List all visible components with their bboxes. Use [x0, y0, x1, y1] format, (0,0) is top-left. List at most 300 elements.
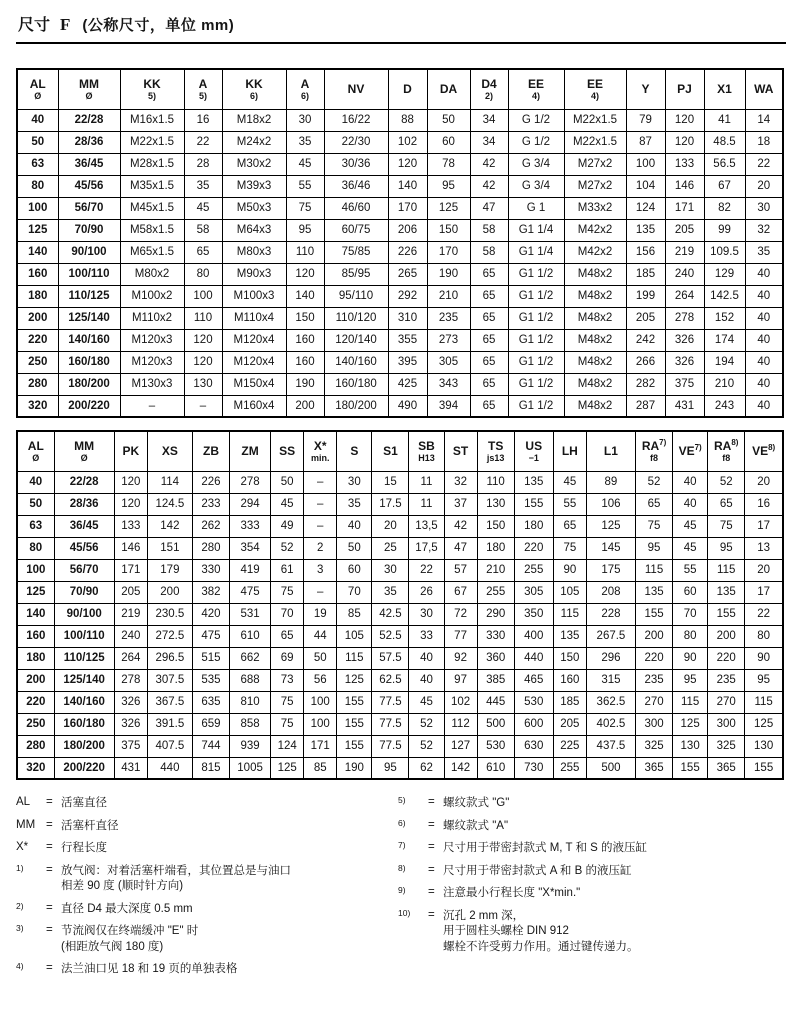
footnote-label: 5) [398, 795, 406, 805]
table-cell: 65 [553, 515, 586, 537]
table-cell: 125 [271, 757, 304, 779]
table-cell: 18 [745, 131, 783, 153]
column-header-ss: SS [271, 431, 304, 471]
table-cell: M22x1.5 [564, 109, 626, 131]
table-cell: 155 [337, 691, 372, 713]
column-header-a: A 5) [184, 69, 222, 109]
column-header-x: X* min. [304, 431, 337, 471]
table-cell: 210 [704, 373, 745, 395]
table-cell: 52 [708, 471, 745, 493]
footnote-item [16, 796, 398, 812]
table-cell: 124 [626, 197, 665, 219]
title-label: 尺寸 [18, 17, 51, 34]
table-cell: G 3/4 [508, 153, 564, 175]
table-cell: 307.5 [147, 669, 192, 691]
table-cell: 67 [444, 581, 477, 603]
footnote-text: 尺寸用于带密封款式 A 和 B 的液压缸 [443, 864, 632, 877]
table-cell: 330 [477, 625, 514, 647]
table-cell: M110x2 [120, 307, 184, 329]
table-cell: 160 [17, 625, 54, 647]
table-cell: 320 [17, 757, 54, 779]
table-cell: 49 [271, 515, 304, 537]
table-cell: 42 [444, 515, 477, 537]
table-cell: 40 [409, 669, 444, 691]
table-cell: G 3/4 [508, 175, 564, 197]
table-cell: 354 [230, 537, 271, 559]
table-cell: 305 [514, 581, 553, 603]
title-note: (公称尺寸，单位 mm) [82, 17, 235, 34]
table-cell: 95 [427, 175, 470, 197]
table-row [17, 713, 783, 735]
table-cell: 255 [477, 581, 514, 603]
table-cell: M120x3 [120, 351, 184, 373]
table-cell: 171 [304, 735, 337, 757]
table-cell: 205 [626, 307, 665, 329]
footnote-item [398, 796, 786, 812]
table-cell: 200 [286, 395, 324, 417]
table-cell: M24x2 [222, 131, 286, 153]
footnote-equals: = [428, 863, 435, 876]
table-cell: 77.5 [372, 735, 409, 757]
table-cell: 65 [470, 395, 508, 417]
table-cell: 160/180 [54, 713, 114, 735]
table-cell: 75 [271, 581, 304, 603]
table-cell: 40 [673, 493, 708, 515]
table-cell: 220 [17, 329, 58, 351]
table-cell: 65 [470, 373, 508, 395]
table-cell: 160/180 [58, 351, 120, 373]
table-row [17, 603, 783, 625]
table-cell: 120 [388, 153, 427, 175]
table-cell: 65 [470, 307, 508, 329]
table-cell: 22/28 [54, 471, 114, 493]
table-cell: 610 [477, 757, 514, 779]
table-cell: 30 [409, 603, 444, 625]
table-cell: 220 [17, 691, 54, 713]
table-cell: 125 [586, 515, 635, 537]
table-cell: 155 [337, 735, 372, 757]
column-header-zb: ZB [192, 431, 229, 471]
footnote-label: MM [16, 818, 36, 831]
table-cell: 662 [230, 647, 271, 669]
table-cell: G1 1/2 [508, 307, 564, 329]
table-cell: 11 [409, 493, 444, 515]
table-row [17, 263, 783, 285]
table-cell: 125 [673, 713, 708, 735]
table-cell: 220 [708, 647, 745, 669]
table-cell: 264 [665, 285, 704, 307]
column-header-zm: ZM [230, 431, 271, 471]
table-cell: 171 [114, 559, 147, 581]
table-cell: 243 [704, 395, 745, 417]
table-cell: 490 [388, 395, 427, 417]
table-cell: 40 [673, 471, 708, 493]
table-cell: 730 [514, 757, 553, 779]
table-cell: 320 [17, 395, 58, 417]
table-cell: 280 [192, 537, 229, 559]
table-cell: 61 [271, 559, 304, 581]
table-cell: 180/200 [54, 735, 114, 757]
table2-body [17, 471, 783, 779]
table-cell: M39x3 [222, 175, 286, 197]
table-cell: M120x4 [222, 329, 286, 351]
footnote-item [398, 819, 786, 835]
table-cell: 146 [114, 537, 147, 559]
table-cell: 60 [337, 559, 372, 581]
table-cell: 255 [553, 757, 586, 779]
table-cell: 110/120 [324, 307, 388, 329]
column-header-pj: PJ [665, 69, 704, 109]
table-cell: 65 [271, 625, 304, 647]
table-cell: 160 [553, 669, 586, 691]
table-cell: 200 [17, 307, 58, 329]
table-cell: 100 [184, 285, 222, 307]
table-cell: 278 [665, 307, 704, 329]
table-cell: 34 [470, 109, 508, 131]
footnote-label: AL [16, 796, 31, 808]
table-cell: 52 [409, 735, 444, 757]
table-cell: 171 [665, 197, 704, 219]
table-cell: 367.5 [147, 691, 192, 713]
table-cell: 120 [184, 351, 222, 373]
table-cell: 120 [665, 131, 704, 153]
table-cell: 445 [477, 691, 514, 713]
table-cell: 290 [477, 603, 514, 625]
table-cell: 11 [409, 471, 444, 493]
table-cell: 67 [704, 175, 745, 197]
table-cell: 16 [184, 109, 222, 131]
table-cell: 688 [230, 669, 271, 691]
table-cell: 200 [708, 625, 745, 647]
table-row [17, 241, 783, 263]
table-cell: 40 [745, 395, 783, 417]
table-cell: 150 [553, 647, 586, 669]
table-cell: – [120, 395, 184, 417]
table-cell: – [304, 581, 337, 603]
table-cell: 100/110 [58, 263, 120, 285]
column-header-d4: D4 2) [470, 69, 508, 109]
table-row [17, 285, 783, 307]
table-cell: 515 [192, 647, 229, 669]
table-cell: 858 [230, 713, 271, 735]
table-cell: 69 [271, 647, 304, 669]
table-cell: M48x2 [564, 307, 626, 329]
table-row [17, 373, 783, 395]
table-cell: 180/200 [58, 373, 120, 395]
table-cell: 35 [184, 175, 222, 197]
table-cell: 155 [745, 757, 783, 779]
footnote-text: 注意最小行程长度 "X*min." [443, 887, 581, 899]
table-cell: 240 [665, 263, 704, 285]
table-cell: 80 [17, 175, 58, 197]
table-cell: 45 [673, 515, 708, 537]
table-cell: 240 [114, 625, 147, 647]
table-cell: 296.5 [147, 647, 192, 669]
table-cell: 45 [553, 471, 586, 493]
table-cell: 105 [337, 625, 372, 647]
table-cell: 85 [337, 603, 372, 625]
table-cell: 375 [114, 735, 147, 757]
table-row [17, 647, 783, 669]
table-cell: M120x3 [120, 329, 184, 351]
table-cell: 270 [708, 691, 745, 713]
footnote-equals: = [46, 818, 53, 831]
table-cell: 50 [304, 647, 337, 669]
table-cell: 431 [665, 395, 704, 417]
table-row [17, 537, 783, 559]
footnote-text: 活塞直径 [61, 797, 107, 809]
table-cell: 140 [17, 241, 58, 263]
table-cell: 88 [388, 109, 427, 131]
table-cell: 292 [388, 285, 427, 307]
column-header-y: Y [626, 69, 665, 109]
table-cell: 90 [745, 647, 783, 669]
table-cell: 17 [745, 515, 783, 537]
table-cell: 32 [745, 219, 783, 241]
table-cell: 135 [636, 581, 673, 603]
table-cell: G 1 [508, 197, 564, 219]
table-cell: 219 [665, 241, 704, 263]
table-cell: 34 [470, 131, 508, 153]
table-cell: 90/100 [54, 603, 114, 625]
table-cell: 99 [704, 219, 745, 241]
footnote-label: 3) [16, 923, 24, 933]
table-cell: 48.5 [704, 131, 745, 153]
table-cell: 77.5 [372, 691, 409, 713]
footnote-equals: = [46, 901, 53, 914]
table-cell: 41 [704, 109, 745, 131]
footnote-item [398, 886, 786, 902]
dimensions-table-lower [16, 430, 784, 780]
footnote-equals: = [428, 886, 435, 898]
table-cell: 133 [114, 515, 147, 537]
table-cell: 180/200 [324, 395, 388, 417]
footnote-label: 2) [16, 900, 24, 911]
table-cell: 350 [514, 603, 553, 625]
table-cell: 120 [114, 493, 147, 515]
table-cell: 95 [708, 537, 745, 559]
table-cell: M120x4 [222, 351, 286, 373]
table-row [17, 471, 783, 493]
footnote-item [16, 902, 398, 918]
table-cell: 140/160 [54, 691, 114, 713]
table-cell: M48x2 [564, 395, 626, 417]
table-cell: 300 [708, 713, 745, 735]
table-cell: 60 [427, 131, 470, 153]
footnote-item [16, 864, 398, 895]
table-cell: 530 [514, 691, 553, 713]
footnote-label: 4) [16, 961, 24, 971]
table-cell: 266 [626, 351, 665, 373]
table-cell: M27x2 [564, 153, 626, 175]
column-header-ee: EE 4) [564, 69, 626, 109]
table-cell: M58x1.5 [120, 219, 184, 241]
table-cell: 174 [704, 329, 745, 351]
table-cell: 210 [427, 285, 470, 307]
table-cell: 155 [673, 757, 708, 779]
table-cell: M48x2 [564, 351, 626, 373]
table-cell: 75 [271, 691, 304, 713]
table-cell: 92 [444, 647, 477, 669]
table-cell: 97 [444, 669, 477, 691]
table-cell: 72 [444, 603, 477, 625]
table-cell: 20 [745, 471, 783, 493]
footnote-equals: = [428, 841, 435, 853]
table-cell: M30x2 [222, 153, 286, 175]
table-cell: 45/56 [58, 175, 120, 197]
table-cell: 115 [553, 603, 586, 625]
footnote-equals: = [428, 908, 435, 921]
table-cell: 156 [626, 241, 665, 263]
table-cell: 36/45 [54, 515, 114, 537]
table-cell: – [304, 515, 337, 537]
table-cell: 40 [745, 351, 783, 373]
table-cell: M45x1.5 [120, 197, 184, 219]
table-cell: 56 [304, 669, 337, 691]
table-cell: 242 [626, 329, 665, 351]
footnote-item [398, 909, 786, 956]
table-row [17, 625, 783, 647]
table-cell: 278 [230, 471, 271, 493]
column-header-al: AL Ø [17, 431, 54, 471]
table-cell: 44 [304, 625, 337, 647]
table-cell: M27x2 [564, 175, 626, 197]
table-cell: 265 [388, 263, 427, 285]
table-cell: G1 1/2 [508, 263, 564, 285]
table-cell: 200 [17, 669, 54, 691]
column-header-ve: VE$^{8)}$ [745, 431, 783, 471]
table-cell: 155 [337, 713, 372, 735]
table-row [17, 351, 783, 373]
table-cell: 70 [271, 603, 304, 625]
column-header-sb: SB H13 [409, 431, 444, 471]
table-row [17, 757, 783, 779]
table-cell: 180 [477, 537, 514, 559]
table-cell: 190 [427, 263, 470, 285]
column-header-d: D [388, 69, 427, 109]
footnote-text: 法兰油口见 18 和 19 页的单独表格 [61, 963, 238, 975]
table-cell: 85 [304, 757, 337, 779]
table-cell: 45 [184, 197, 222, 219]
table-cell: 250 [17, 351, 58, 373]
footnote-item [16, 819, 398, 835]
table-cell: 385 [477, 669, 514, 691]
table-row [17, 669, 783, 691]
table-cell: 55 [553, 493, 586, 515]
table-cell: 20 [745, 559, 783, 581]
table-cell: 35 [286, 131, 324, 153]
table-cell: G1 1/2 [508, 351, 564, 373]
table-cell: 200/220 [54, 757, 114, 779]
table-cell: 199 [626, 285, 665, 307]
table-cell: 190 [337, 757, 372, 779]
table-cell: 47 [470, 197, 508, 219]
table-cell: 206 [388, 219, 427, 241]
table-cell: 155 [514, 493, 553, 515]
table-cell: 130 [673, 735, 708, 757]
table2-header-row [17, 431, 783, 471]
table-cell: 65 [470, 263, 508, 285]
table-cell: 630 [514, 735, 553, 757]
table-cell: 170 [388, 197, 427, 219]
footnote-text: 活塞杆直径 [61, 819, 119, 832]
table-cell: 16/22 [324, 109, 388, 131]
table-cell: 124.5 [147, 493, 192, 515]
table-cell: 120 [184, 329, 222, 351]
table-cell: – [304, 471, 337, 493]
table-cell: 57 [444, 559, 477, 581]
column-header-kk: KK 5) [120, 69, 184, 109]
table-cell: M64x3 [222, 219, 286, 241]
table-cell: 15 [372, 471, 409, 493]
table-cell: 70 [673, 603, 708, 625]
table-cell: 440 [147, 757, 192, 779]
column-header-nv: NV [324, 69, 388, 109]
table-cell: 235 [636, 669, 673, 691]
table-cell: 500 [586, 757, 635, 779]
table-row [17, 581, 783, 603]
table-cell: 33 [409, 625, 444, 647]
table-cell: 810 [230, 691, 271, 713]
table-cell: 140 [286, 285, 324, 307]
footnote-equals: = [46, 796, 53, 808]
table-cell: 135 [626, 219, 665, 241]
table-cell: 150 [427, 219, 470, 241]
table-cell: 30/36 [324, 153, 388, 175]
table-cell: 315 [586, 669, 635, 691]
table-cell: 333 [230, 515, 271, 537]
table-cell: G 1/2 [508, 109, 564, 131]
table-cell: 151 [147, 537, 192, 559]
table-cell: 185 [626, 263, 665, 285]
table-cell: 22 [409, 559, 444, 581]
table-cell: 82 [704, 197, 745, 219]
table-cell: 75 [708, 515, 745, 537]
table-cell: G1 1/4 [508, 219, 564, 241]
table-cell: 110 [286, 241, 324, 263]
table-cell: 272.5 [147, 625, 192, 647]
table-cell: 62 [409, 757, 444, 779]
table-cell: 32 [444, 471, 477, 493]
table-cell: 130 [745, 735, 783, 757]
table-cell: 530 [477, 735, 514, 757]
table-row [17, 307, 783, 329]
table-cell: M48x2 [564, 373, 626, 395]
table-cell: 280 [17, 373, 58, 395]
table-cell: 155 [636, 603, 673, 625]
table-cell: 440 [514, 647, 553, 669]
table-cell: 100/110 [54, 625, 114, 647]
table-cell: 150 [477, 515, 514, 537]
table-cell: 13 [745, 537, 783, 559]
table-cell: 30 [337, 471, 372, 493]
table-cell: 120/140 [324, 329, 388, 351]
table-cell: 56.5 [704, 153, 745, 175]
table-cell: 360 [477, 647, 514, 669]
column-header-a: A 6) [286, 69, 324, 109]
column-header-s: S [337, 431, 372, 471]
table-cell: 35 [745, 241, 783, 263]
table-cell: 65 [636, 493, 673, 515]
footnote-label: 7) [398, 840, 406, 850]
table-cell: 500 [477, 713, 514, 735]
table-cell: 219 [114, 603, 147, 625]
table-cell: M100x2 [120, 285, 184, 307]
footnote-label: 10) [398, 907, 411, 918]
footnote-item [16, 962, 398, 978]
table-cell: 330 [192, 559, 229, 581]
table-row [17, 395, 783, 417]
